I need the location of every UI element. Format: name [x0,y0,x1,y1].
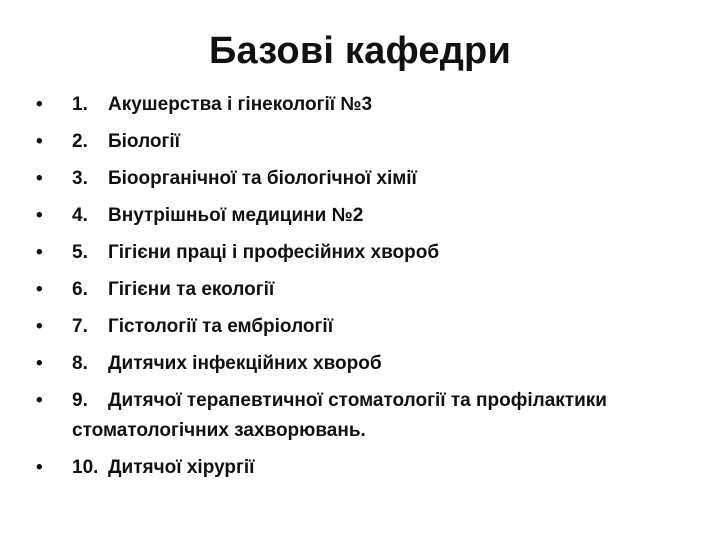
item-number: 10. [72,457,99,478]
bullet-icon: • [36,242,43,263]
bullet-icon: • [36,390,43,411]
item-text: Дитячої хірургії [108,457,255,478]
department-list [36,90,696,490]
bullet-icon: • [36,316,43,337]
item-number: 5. [72,242,88,263]
bullet-icon: • [36,94,43,115]
item-text: Дитячої терапевтичної стоматології та профілактики стоматологічних захворювань. [72,390,607,441]
item-text: Біології [108,131,181,152]
list-item [36,312,696,342]
slide-title: Базові кафедри [208,30,512,72]
item-number: 7. [72,316,88,337]
list-item [36,164,696,194]
item-text: Гігієни праці і професійних хвороб [108,242,440,263]
item-text: Біоорганічної та біологічної хімії [108,168,417,189]
list-item [36,90,696,120]
item-number: 9. [72,390,88,411]
item-number: 3. [72,168,88,189]
item-number: 2. [72,131,88,152]
item-text: Гістології та ембріології [108,316,334,337]
bullet-icon: • [36,131,43,152]
list-item [36,275,696,305]
list-item [36,238,696,268]
bullet-icon: • [36,205,43,226]
item-text: Гігієни та екології [108,279,275,300]
item-number: 6. [72,279,88,300]
item-number: 4. [72,205,88,226]
item-text: Внутрішньої медицини №2 [108,205,364,226]
list-item [36,127,696,157]
list-item [36,453,696,483]
list-item [36,349,696,379]
item-number: 8. [72,353,88,374]
bullet-icon: • [36,279,43,300]
item-text: Дитячих інфекційних хвороб [108,353,382,374]
bullet-icon: • [36,168,43,189]
item-number: 1. [72,94,88,115]
bullet-icon: • [36,353,43,374]
list-item [36,386,696,446]
list-item [36,201,696,231]
bullet-icon: • [36,457,43,478]
item-text: Акушерства і гінекології №3 [108,94,373,115]
